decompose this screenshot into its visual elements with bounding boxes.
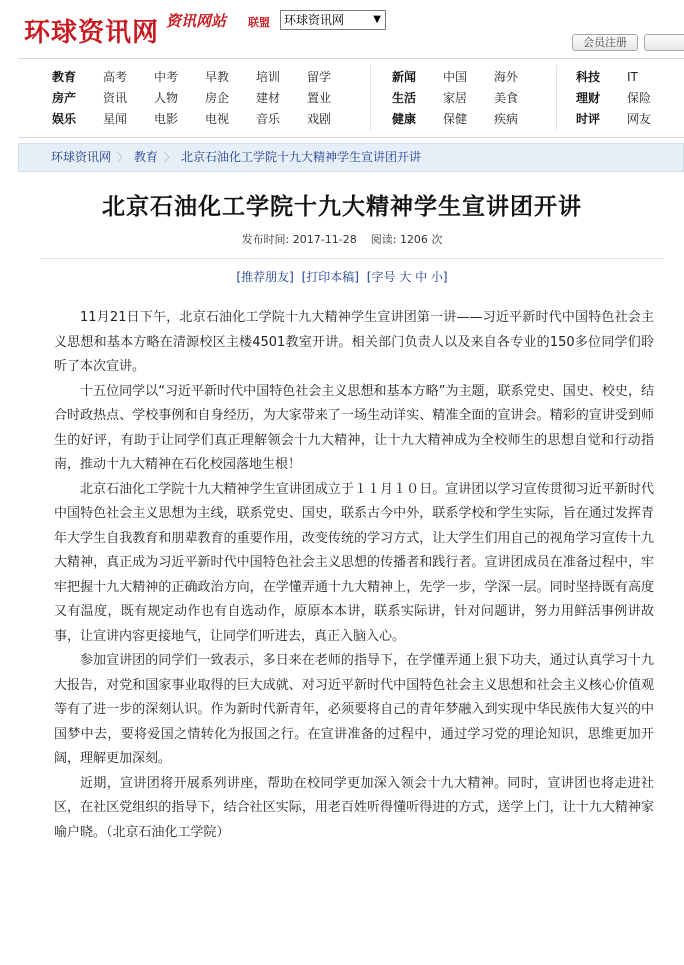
- site-logo[interactable]: 环球资讯网: [24, 18, 160, 48]
- nav-link[interactable]: 早教: [205, 70, 230, 84]
- nav-link[interactable]: 娱乐: [52, 112, 77, 126]
- nav-link[interactable]: 置业: [307, 91, 332, 105]
- breadcrumb-category[interactable]: 教育: [134, 150, 159, 164]
- nav-column: [627, 67, 667, 130]
- article-paragraph: 近期，宣讲团将开展系列讲座，帮助在校同学更加深入领会十九大精神。同时，宣讲团也将走进社区，在社区党组织的指导下，结合社区实际，用老百姓听得懂听得进的方式，送学上门，让十九大精神家喻户晓。（北京石油化工学院）: [54, 775, 654, 840]
- nav-link[interactable]: 保险: [627, 91, 652, 105]
- nav-link[interactable]: 留学: [307, 70, 332, 84]
- nav-link[interactable]: 理财: [576, 91, 601, 105]
- nav-link[interactable]: 高考: [103, 70, 128, 84]
- recommend-link[interactable]: [推荐朋友]: [236, 270, 294, 284]
- nav-link[interactable]: 电视: [205, 112, 230, 126]
- nav-column: [576, 67, 616, 130]
- nav-link[interactable]: 生活: [392, 91, 417, 105]
- breadcrumb: [18, 143, 684, 172]
- nav-link[interactable]: 海外: [494, 70, 519, 84]
- chevron-right-icon: 〉: [117, 151, 129, 164]
- nav-column: [392, 67, 432, 130]
- nav-column: [494, 67, 534, 130]
- nav-link[interactable]: 培训: [256, 70, 281, 84]
- font-size-link[interactable]: [字号 大 中 小]: [366, 270, 448, 284]
- main-nav: [18, 58, 684, 138]
- article-paragraph: 参加宣讲团的同学们一致表示，多日来在老师的指导下，在学懂弄通上狠下功夫，通过认真学习十九大报告，对党和国家事业取得的巨大成就、对习近平新时代中国特色社会主义思想和社会主义核心价值观等有了进一步的深刻认识。作为新时代新青年，必须要将自己的青年梦融入到实现中华民族伟大复兴的中国梦中去，要将爱国之情转化为报国之行。在宣讲准备的过程中，通过学习党的理论知识，思维更加开阔，理解更加深刻。: [54, 653, 654, 766]
- nav-link[interactable]: 资讯: [103, 91, 128, 105]
- nav-link[interactable]: 戏剧: [307, 112, 332, 126]
- nav-column: [154, 67, 194, 130]
- nav-link[interactable]: 网友: [627, 112, 652, 126]
- site-header: [0, 0, 684, 56]
- union-suffix: 联盟: [248, 16, 270, 29]
- nav-link[interactable]: 家居: [443, 91, 468, 105]
- article-paragraph: 十五位同学以“习近平新时代中国特色社会主义思想和基本方略”为主题，联系党史、国史、校史，结合时政热点、学校事例和自身经历，为大家带来了一场生动详实、精准全面的宣讲会。精彩的宣讲受到师生的好评，有助于让同学们真正理解领会十九大精神，让十九大精神成为全校师生的思想自觉和行动指南，推动十九大精神在石化校园落地生根！: [54, 383, 654, 472]
- article-body: [54, 306, 654, 845]
- nav-divider: [370, 65, 371, 131]
- site-select[interactable]: [280, 10, 386, 30]
- chevron-down-icon: ▼: [373, 14, 381, 25]
- nav-link[interactable]: 时评: [576, 112, 601, 126]
- nav-link[interactable]: 健康: [392, 112, 417, 126]
- nav-link[interactable]: 保健: [443, 112, 468, 126]
- union-title: 资讯网站: [166, 12, 227, 30]
- article-meta: [0, 231, 684, 247]
- nav-link[interactable]: 中考: [154, 70, 179, 84]
- nav-link[interactable]: 美食: [494, 91, 519, 105]
- article-paragraph: 北京石油化工学院十九大精神学生宣讲团成立于１１月１０日。宣讲团以学习宣传贯彻习近平新时代中国特色社会主义思想为主线，联系党史、国史，联系古今中外，联系学校和学生实际，旨在通过发挥青年大学生自我教育和朋辈教育的重要作用，改变传统的学习方式，让大学生们用自己的视角学习宣传十九大精神，真正成为习近平新时代中国特色社会主义思想的传播者和践行者。宣讲团成员在准备过程中，牢牢把握十九大精神的正确政治方向，在学懂弄通十九大精神上，先学一步，学深一层。同时坚持既有高度又有温度，既有规定动作也有自选动作，原原本本讲，联系实际讲，针对问题讲，努力用鲜活事例讲故事，让宣讲内容更接地气，让同学们听进去，真正入脑入心。: [54, 481, 654, 644]
- nav-column: [443, 67, 483, 130]
- nav-column: [256, 67, 296, 130]
- nav-divider: [556, 65, 557, 131]
- breadcrumb-current[interactable]: 北京石油化工学院十九大精神学生宣讲团开讲: [181, 150, 422, 164]
- read-label: 阅读:: [370, 233, 397, 246]
- publish-label: 发布时间:: [241, 233, 290, 246]
- nav-link[interactable]: 教育: [52, 70, 77, 84]
- nav-link[interactable]: 音乐: [256, 112, 281, 126]
- nav-link[interactable]: 电影: [154, 112, 179, 126]
- page-title: 北京石油化工学院十九大精神学生宣讲团开讲: [102, 194, 582, 220]
- publish-date: 2017-11-28: [292, 233, 357, 246]
- nav-link[interactable]: 中国: [443, 70, 468, 84]
- read-count: 1206: [399, 233, 428, 246]
- nav-link[interactable]: 人物: [154, 91, 179, 105]
- read-unit: 次: [431, 233, 443, 246]
- divider: [40, 258, 664, 259]
- register-button[interactable]: 会员注册: [572, 34, 638, 51]
- article-tools: [0, 268, 684, 285]
- nav-link[interactable]: 星闻: [103, 112, 128, 126]
- nav-link[interactable]: IT: [627, 70, 638, 84]
- login-button[interactable]: [644, 34, 684, 51]
- nav-link[interactable]: 房企: [205, 91, 230, 105]
- print-link[interactable]: [打印本稿]: [301, 270, 359, 284]
- site-select-value: 环球资讯网: [284, 13, 345, 27]
- nav-link[interactable]: 建材: [256, 91, 281, 105]
- nav-column: [52, 67, 92, 130]
- nav-column: [205, 67, 245, 130]
- nav-link[interactable]: 新闻: [392, 70, 417, 84]
- nav-link[interactable]: 房产: [52, 91, 77, 105]
- article-paragraph: 11月21日下午，北京石油化工学院十九大精神学生宣讲团第一讲——习近平新时代中国特色社会主义思想和基本方略在清源校区主楼4501教室开讲。相关部门负责人以及来自各专业的150多位同学们聆听了本次宣讲。: [54, 310, 654, 374]
- nav-column: [103, 67, 143, 130]
- nav-link[interactable]: 科技: [576, 70, 601, 84]
- breadcrumb-home[interactable]: 环球资讯网: [51, 150, 112, 164]
- chevron-right-icon: 〉: [164, 151, 176, 164]
- nav-column: [307, 67, 347, 130]
- nav-link[interactable]: 疾病: [494, 112, 519, 126]
